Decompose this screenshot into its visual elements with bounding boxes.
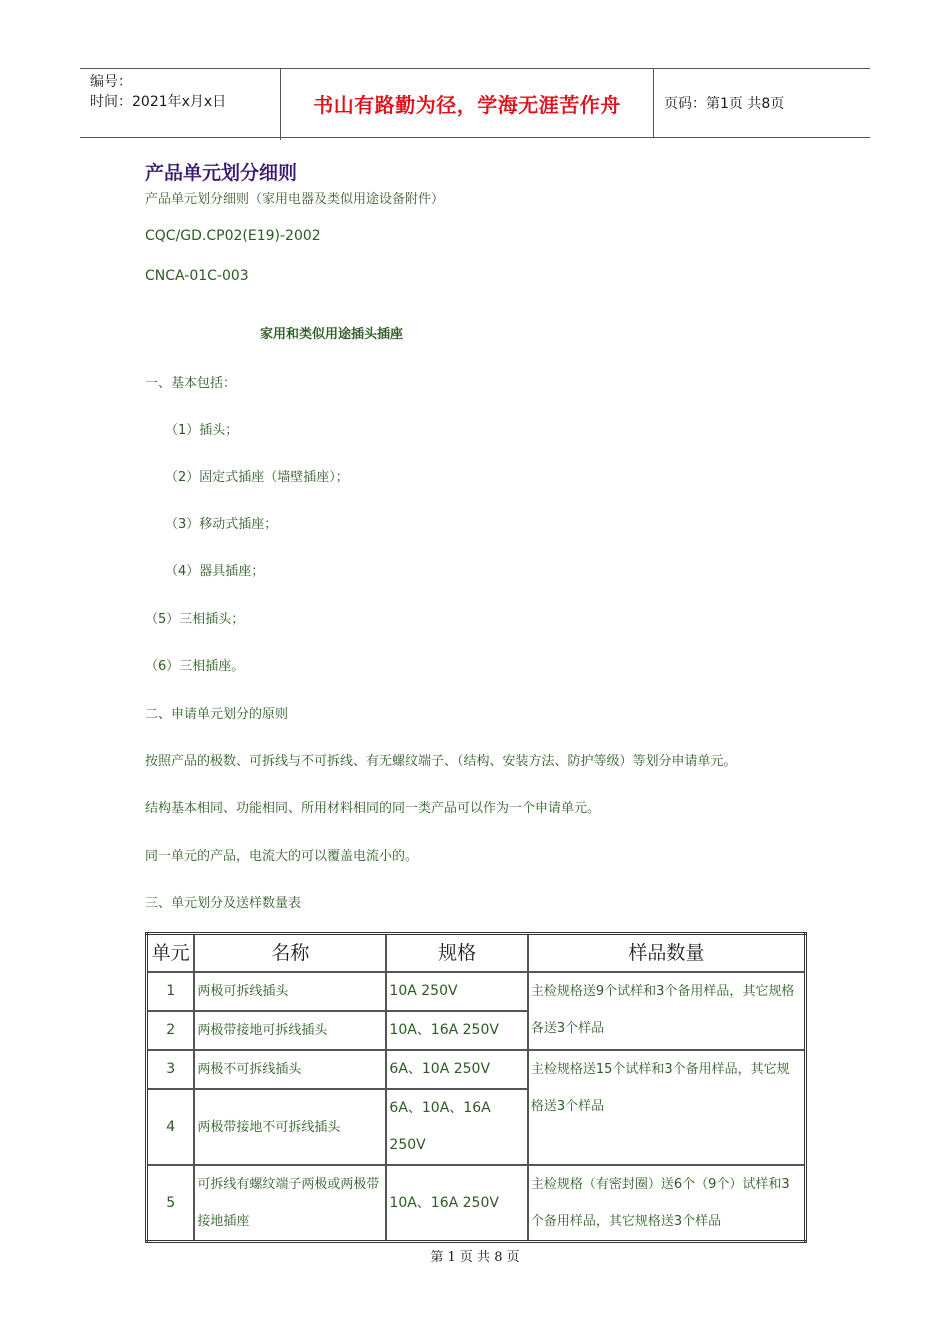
table-header-row	[147, 934, 806, 973]
spec-cell: 10A 250V	[386, 972, 527, 1011]
document-header	[80, 68, 870, 138]
time-label: 时间：2021年x月x日	[90, 94, 227, 110]
list-item: （4）器具插座；	[165, 564, 265, 579]
unit-division-table	[145, 932, 807, 1243]
column-header-name: 名称	[194, 934, 386, 973]
paragraph-1: 按照产品的极数、可拆线与不可拆线、有无螺纹端子、（结构、安装方法、防护等级）等划分申请单元。	[145, 754, 737, 769]
list-item: （2）固定式插座（墙壁插座）；	[165, 470, 349, 485]
header-page-label: 页码：第1页 共8页	[664, 96, 785, 112]
name-cell: 两极可拆线插头	[194, 972, 386, 1011]
column-header-unit: 单元	[147, 934, 195, 973]
section-3-heading: 三、单元划分及送样数量表	[145, 896, 302, 911]
list-item: （6）三相插座。	[145, 659, 245, 674]
number-label: 编号：	[90, 74, 132, 90]
doc-subtitle: 产品单元划分细则（家用电器及类似用途设备附件）	[145, 192, 445, 207]
spec-cell: 6A、10A、16A 250V	[386, 1089, 527, 1165]
column-header-quantity: 样品数量	[528, 934, 806, 973]
standard-code-1: CQC/GD.CP02(E19)-2002	[145, 228, 321, 244]
page-footer: 第 1 页 共 8 页	[430, 1250, 520, 1265]
unit-cell: 2	[147, 1011, 195, 1050]
unit-cell: 3	[147, 1050, 195, 1089]
paragraph-3: 同一单元的产品，电流大的可以覆盖电流小的。	[145, 849, 419, 864]
section-heading: 家用和类似用途插头插座	[260, 327, 404, 342]
name-cell: 两极带接地可拆线插头	[194, 1011, 386, 1050]
unit-cell: 4	[147, 1089, 195, 1165]
section-1-heading: 一、基本包括：	[145, 376, 237, 391]
quantity-cell: 主检规格送9个试样和3个备用样品，其它规格各送3个样品	[528, 972, 806, 1050]
table-row	[147, 1050, 806, 1089]
name-cell: 两极不可拆线插头	[194, 1050, 386, 1089]
paragraph-2: 结构基本相同、功能相同、所用材料相同的同一类产品可以作为一个申请单元。	[145, 801, 601, 816]
header-meta	[80, 69, 281, 140]
column-header-spec: 规格	[386, 934, 527, 973]
header-motto: 书山有路勤为径，学海无涯苦作舟	[281, 69, 654, 137]
list-item: （1）插头；	[165, 423, 239, 438]
quantity-cell: 主检规格（有密封圈）送6个（9个）试样和3个备用样品，其它规格送3个样品	[528, 1165, 806, 1242]
section-2-heading: 二、申请单元划分的原则	[145, 707, 289, 722]
list-item: （3）移动式插座；	[165, 517, 278, 532]
list-item: （5）三相插头；	[145, 612, 245, 627]
quantity-cell: 主检规格送15个试样和3个备用样品，其它规格送3个样品	[528, 1050, 806, 1165]
table-row	[147, 972, 806, 1011]
unit-cell: 5	[147, 1165, 195, 1242]
spec-cell: 10A、16A 250V	[386, 1011, 527, 1050]
doc-title: 产品单元划分细则	[145, 162, 298, 184]
spec-cell: 10A、16A 250V	[386, 1165, 527, 1242]
table-row	[147, 1165, 806, 1242]
spec-cell: 6A、10A 250V	[386, 1050, 527, 1089]
name-cell: 可拆线有螺纹端子两极或两极带接地插座	[194, 1165, 386, 1242]
unit-cell: 1	[147, 972, 195, 1011]
standard-code-2: CNCA-01C-003	[145, 268, 249, 284]
name-cell: 两极带接地不可拆线插头	[194, 1089, 386, 1165]
